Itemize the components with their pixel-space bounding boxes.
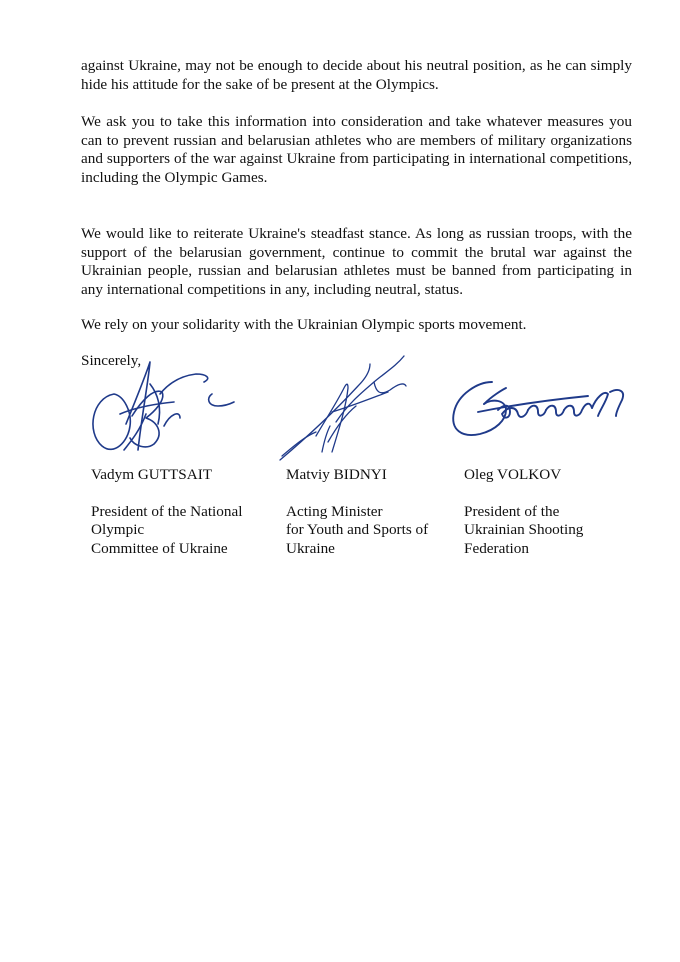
signatory-title-line: President of the National xyxy=(91,502,243,520)
paragraph-1: against Ukraine, may not be enough to decide about his neutral position, as he can simply hide his attitude for the sake of be present at the Olympics. xyxy=(81,57,632,93)
signature-volkov xyxy=(448,376,638,442)
signature-guttsait xyxy=(84,354,240,458)
signatory-3 xyxy=(464,466,634,558)
signatory-name: Oleg VOLKOV xyxy=(464,466,562,483)
signatory-1 xyxy=(91,466,263,558)
signatory-title-line: for Youth and Sports of xyxy=(286,521,429,539)
paragraph-2: We ask you to take this information into consideration and take whatever measures you can to prevent russian and belarusian athletes who are members of military organizations and supporters of the war against Ukraine from participating in international competitions, including the Olympic Games. xyxy=(81,113,632,186)
paragraph-4: We rely on your solidarity with the Ukrainian Olympic sports movement. xyxy=(81,316,527,333)
signatory-title-line: Ukrainian Shooting xyxy=(464,521,584,539)
signature-bidnyi xyxy=(276,352,426,464)
signatory-title-line: Federation xyxy=(464,539,529,557)
signatory-name: Matviy BIDNYI xyxy=(286,466,387,483)
closing-salutation: Sincerely, xyxy=(81,352,142,369)
signatory-title-line: Ukraine xyxy=(286,539,335,557)
signatory-title-line: Olympic xyxy=(91,521,145,539)
signatory-title-line: Acting Minister xyxy=(286,502,383,520)
signatory-title-line: Committee of Ukraine xyxy=(91,539,228,557)
paragraph-3: We would like to reiterate Ukraine's steadfast stance. As long as russian troops, with the support of the belarusian government, continue to commit the brutal war against the Ukrainian people, russian and belarusian athletes must be banned from participating in any international competitions in any, including neutral, status. xyxy=(81,225,632,298)
signatory-title-line: President of the xyxy=(464,502,560,520)
signatory-name: Vadym GUTTSAIT xyxy=(91,466,213,483)
signatory-2 xyxy=(286,466,446,558)
